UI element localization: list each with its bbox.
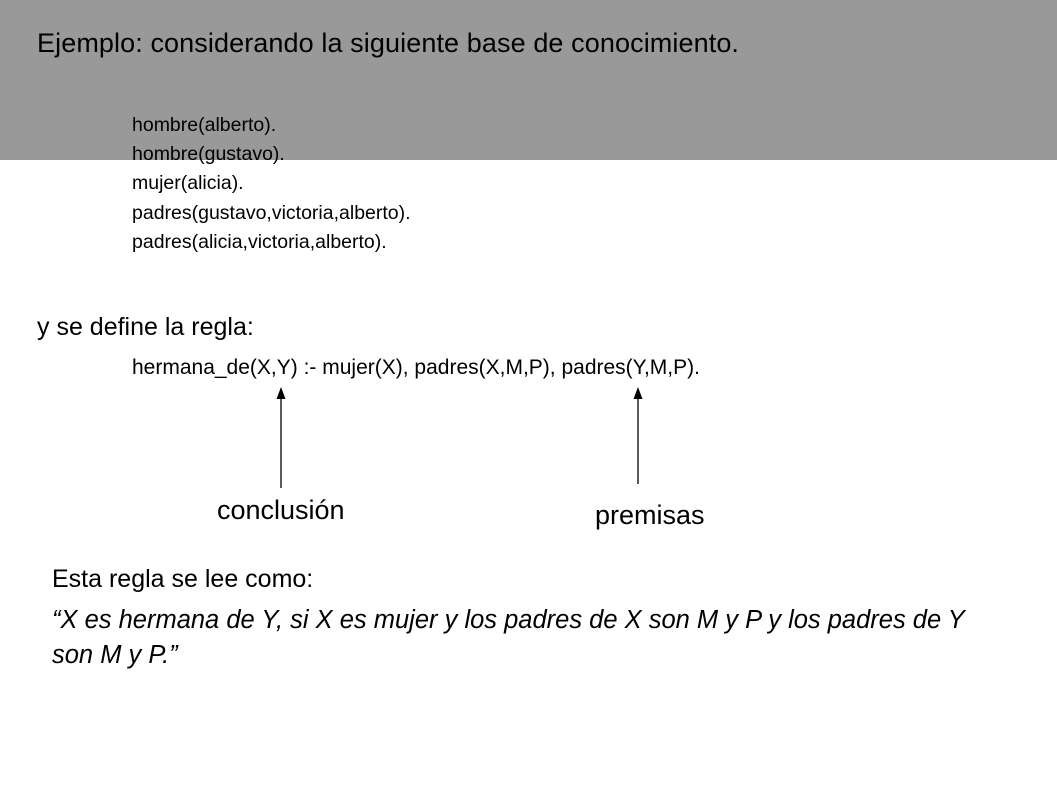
fact-line: padres(gustavo,victoria,alberto).: [132, 201, 411, 224]
reading-quote: “X es hermana de Y, si X es mujer y los padres de X son M y P y los padres de Y son M y P.”: [52, 606, 965, 669]
conclusion-arrow: [277, 387, 286, 488]
slide-title: Ejemplo: considerando la siguiente base de conocimiento.: [37, 28, 740, 58]
premises-label: premisas: [595, 500, 705, 530]
rule-definition: hermana_de(X,Y) :- mujer(X), padres(X,M,P), padres(Y,M,P).: [132, 356, 700, 379]
fact-line: hombre(alberto).: [132, 114, 277, 136]
fact-line: mujer(alicia).: [132, 172, 244, 195]
conclusion-label: conclusión: [217, 495, 345, 525]
fact-line: hombre(gustavo).: [132, 143, 285, 166]
premises-arrow: [634, 387, 643, 484]
fact-line: padres(alicia,victoria,alberto).: [132, 230, 387, 253]
reading-intro: Esta regla se lee como:: [52, 565, 314, 593]
rule-intro: y se define la regla:: [37, 313, 254, 341]
